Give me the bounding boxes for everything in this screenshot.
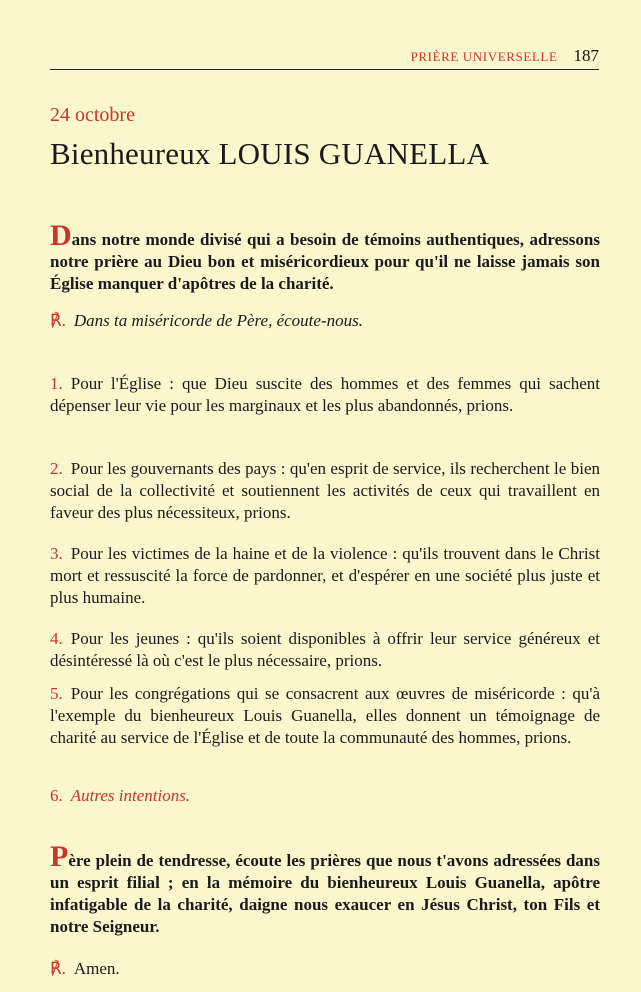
- intention-number: 1.: [50, 374, 63, 393]
- intro-text: ans notre monde divisé qui a besoin de témoins authentiques, adressons notre prière au Dieu bon et miséricordieux pour qu'il ne laisse jamais son Église manquer d'apôtres de la charité.: [50, 230, 600, 293]
- closing-prayer: [50, 840, 600, 938]
- intention-text: Pour l'Église : que Dieu suscite des hommes et des femmes qui sachent dépenser leur vie pour les marginaux et les plus abandonnés, prions.: [50, 374, 600, 415]
- intention-number: 4.: [50, 629, 63, 648]
- intro-dropcap: D: [50, 219, 72, 252]
- intention-text: Pour les congrégations qui se consacrent aux œuvres de miséricorde : qu'à l'exemple du bienheureux Louis Guanella, elles donnent un témoignage de charité au service de l'Église et de toute la communauté des hommes, prions.: [50, 684, 600, 747]
- intention-item: [50, 785, 600, 807]
- intention-text: Pour les victimes de la haine et de la violence : qu'ils trouvent dans le Christ mort et ressuscité la force de pardonner, et d'espérer en une société plus juste et plus humaine.: [50, 544, 600, 607]
- intention-text: Pour les jeunes : qu'ils soient disponibles à offrir leur service généreux et désintéressé là où c'est le plus nécessaire, prions.: [50, 629, 600, 670]
- intention-text: Autres intentions.: [70, 786, 191, 805]
- final-response-mark: ℟.: [50, 959, 66, 978]
- feast-title: Bienheureux LOUIS GUANELLA: [50, 136, 490, 171]
- final-response: [50, 958, 600, 980]
- closing-dropcap: P: [50, 840, 69, 873]
- response-mark: ℟.: [50, 311, 66, 330]
- closing-text: ère plein de tendresse, écoute les prières que nous t'avons adressées dans un esprit filial ; en la mémoire du bienheureux Louis Guanella, apôtre infatigable de la charité, daigne nous exaucer en Jésus Christ, ton Fils et notre Seigneur.: [50, 851, 600, 936]
- intention-number: 6.: [50, 786, 63, 805]
- running-header: [50, 46, 599, 70]
- intention-item: [50, 628, 600, 672]
- intention-item: [50, 683, 600, 749]
- intention-item: [50, 543, 600, 609]
- response-line: [50, 310, 600, 332]
- response-text: Dans ta miséricorde de Père, écoute-nous.: [73, 311, 363, 330]
- intention-number: 5.: [50, 684, 63, 703]
- intention-item: [50, 458, 600, 524]
- intention-number: 3.: [50, 544, 63, 563]
- intention-number: 2.: [50, 459, 63, 478]
- page-number: 187: [573, 46, 599, 65]
- intention-item: [50, 373, 600, 417]
- final-response-text: Amen.: [73, 959, 120, 978]
- introduction-paragraph: [50, 219, 600, 295]
- feast-date: 24 octobre: [50, 104, 135, 126]
- intention-text: Pour les gouvernants des pays : qu'en esprit de service, ils recherchent le bien social de la collectivité et soutiennent les activités de ceux qui travaillent en faveur des plus nécessiteux, prions.: [50, 459, 600, 522]
- running-title: PRIÈRE UNIVERSELLE: [410, 49, 558, 64]
